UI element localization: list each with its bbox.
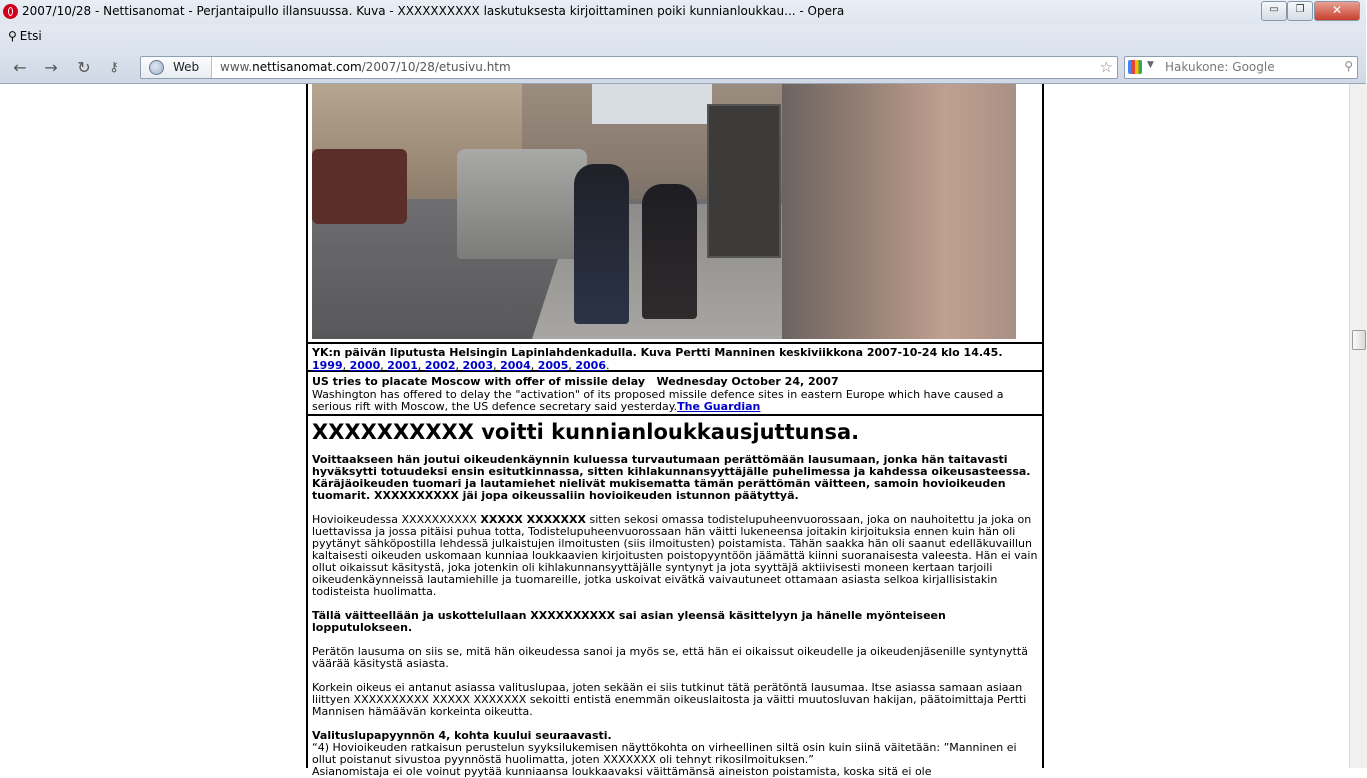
news-source-link[interactable]: The Guardian (677, 400, 761, 413)
url-prefix: www. (220, 60, 253, 74)
year-link[interactable]: 1999 (312, 359, 343, 372)
url-path: /2007/10/28/etusivu.htm (361, 60, 511, 74)
quote-text: “4) Hovioikeuden ratkaisun perustelun syyksilukemisen näyttökohta on virheellinen siltä osin kuin siinä väitetään: ”Manninen ei ollut poistanut sivustoa pyynnöstä huolimatta, joten XXXXXXX oli tehnyt rikosilmoituksen.” (312, 741, 1017, 766)
forward-button[interactable]: → (44, 58, 58, 77)
year-link[interactable]: 2002 (424, 359, 456, 372)
year-link[interactable]: 2005 (537, 359, 569, 372)
article (312, 420, 1038, 778)
article-paragraph: Perätön lausuma on siis se, mitä hän oikeudessa sanoi ja myös se, että hän ei oikaissut oikeudelle ja oikeudenjäsenille syntynyttä väärää käsitystä asiasta. (312, 645, 1028, 670)
news-headline: US tries to placate Moscow with offer of missile delay (312, 375, 646, 388)
quote-heading: Valituslupapyynnön 4, kohta kuului seuraavasti. (312, 729, 612, 742)
web-page (0, 84, 1366, 778)
photo-caption (308, 344, 1042, 372)
minimize-button[interactable]: ▭ (1261, 1, 1287, 21)
search-input[interactable]: Hakukone: Google (1165, 60, 1275, 74)
year-link[interactable]: 2000 (349, 359, 381, 372)
web-label: Web (173, 60, 200, 74)
find-label: Etsi (19, 29, 42, 43)
title-bar (0, 0, 1366, 24)
article-lead: Voittaakseen hän joutui oikeudenkäynnin kuluessa turvautumaan perättömään lausumaan, jonka hän taitavasti hyväksytti totuudeksi ensin esitutkinnassa, sitten kihlakunnansyyttäjälle puhelimessa ja kahdessa oikeusasteessa. Käräjäoikeuden tuomari ja lautamiehet nielivät mukisematta tämän perättömän väitteen, samoin hovioikeuden tuomarit. XXXXXXXXXX jäi jopa oikeussaliin hovioikeuden istunnon päätyttyä. (312, 453, 1031, 502)
year-link[interactable]: 2003 (462, 359, 494, 372)
web-security-badge[interactable] (141, 57, 212, 78)
year-link[interactable]: 2006 (575, 359, 606, 372)
find-bar (0, 24, 1366, 52)
window-title: 2007/10/28 - Nettisanomat - Perjantaipullo illansuussa. Kuva - XXXXXXXXXX laskutuksesta kirjoittaminen poiki kunnianloukkau... - Opera (22, 4, 845, 18)
news-box (308, 374, 1042, 416)
vertical-scrollbar[interactable] (1349, 84, 1367, 768)
search-icon[interactable]: ⚲ (1344, 59, 1353, 73)
globe-icon (149, 60, 164, 75)
magnifier-icon: ⚲ (8, 29, 17, 43)
url-domain: nettisanomat.com (252, 60, 362, 74)
address-bar[interactable] (140, 56, 1118, 79)
street-photo (312, 84, 1016, 339)
quote-continuation: Asianomistaja ei ole voinut pyytää kunniaansa loukkaavaksi väittämänsä aineiston poistamista, koska sitä ei ole (312, 765, 932, 778)
engine-dropdown-icon[interactable]: ▼ (1147, 60, 1154, 70)
reload-button[interactable]: ↻ (77, 58, 91, 77)
article-title: XXXXXXXXXX voitti kunnianloukkausjuttunsa. (312, 420, 860, 444)
article-paragraph-bold: Tällä väitteellään ja uskottelullaan XXXXXXXXXX sai asian yleensä käsittelyyn ja hänelle myönteiseen lopputulokseen. (312, 609, 946, 634)
navigation-bar (0, 52, 1366, 84)
article-quote-block (312, 730, 1038, 778)
opera-logo-icon[interactable] (3, 4, 18, 19)
close-button[interactable]: ✕ (1314, 1, 1360, 21)
maximize-button[interactable]: ❐ (1287, 1, 1313, 21)
url-text[interactable] (220, 60, 511, 74)
content-column (306, 84, 1044, 778)
year-link[interactable]: 2004 (500, 359, 531, 372)
news-body: Washington has offered to delay the "activation" of its proposed missile defence sites in eastern Europe which have caused a serious rift with Moscow, the US defence secretary said yesterday. (312, 387, 1004, 413)
year-archive-links: 1999, 2000, 2001, 2002, 2003, 2004, 2005, 2006. (312, 359, 610, 372)
photo-cell (308, 84, 1042, 344)
google-icon[interactable] (1128, 60, 1142, 74)
back-button[interactable]: ← (13, 58, 27, 77)
find-button[interactable] (8, 29, 42, 43)
bookmark-star-icon[interactable]: ☆ (1099, 58, 1113, 76)
wand-key-icon[interactable]: ⚷ (109, 60, 119, 75)
article-paragraph: Hovioikeudessa XXXXXXXXXX XXXXX XXXXXXX sitten sekosi omassa todistelupuheenvuorossaan, joka on nauhoitettu ja joka on luettavissa ja jossa pitäisi puhua totta, Todistelupuheenvuorossaan hän väitti lukeneensa joitakin kirjoituksia ennen kuin hän oli pyytänyt sähköpostilla lehdessä julkaistujen ilmoitusten (siis ilmoitusten) poistamista. Tähän saakka hän oli saanut edelläkuvaillun kaltaisesti oikeuden uskomaan kunniaa loukkaavien kirjoitusten poistopyyntöön jäämättä kiinni suoranaisesta valeesta. Hän ei vain ollut oikaissut käsitystä, joka jotenkin oli kihlakunnansyyttäjälle syntynyt ja jota syyttäjä aktiivisesti moneen kertaan tarjoili oikeudenkäynneissä lautamiehille ja tuomareille, jotka uskoivat eivätkä vaivautuneet ottamaan asiasta selkoa kirjallisistakin todisteista huolimatta. (312, 513, 1038, 598)
caption-text: YK:n päivän liputusta Helsingin Lapinlahdenkadulla. Kuva Pertti Manninen keskiviikkona 2007-10-24 klo 14.45. (312, 346, 1003, 359)
search-engine-box[interactable] (1124, 56, 1358, 79)
article-paragraph: Korkein oikeus ei antanut asiassa valituslupaa, joten sekään ei siis tutkinut tätä perätöntä lausumaa. Itse asiassa samaan asiaan liittyen XXXXXXXXXX XXXXX XXXXXXX sekoitti entistä enemmän oikeuslaitosta ja väitti muutosluvan hakijan, päätoimittaja Pertti Mannisen hämäävän korkeinta oikeutta. (312, 681, 1027, 718)
year-link[interactable]: 2001 (387, 359, 418, 372)
scroll-thumb[interactable] (1352, 330, 1366, 350)
news-date: Wednesday October 24, 2007 (656, 375, 839, 388)
